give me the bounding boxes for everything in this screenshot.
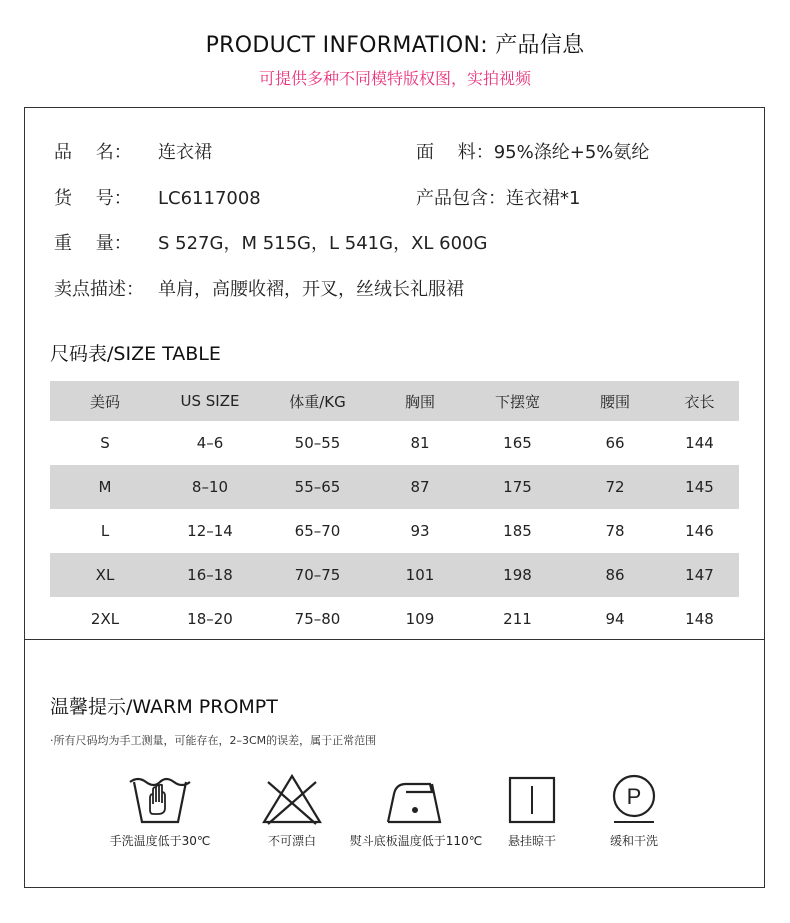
table-cell: 75–80: [294, 610, 341, 628]
selling-label: 卖点描述：: [54, 279, 144, 300]
table-cell: 145: [660, 465, 739, 509]
table-cell: 66: [605, 434, 625, 452]
info-row-weight: [54, 229, 487, 255]
table-cell: 211: [503, 610, 532, 628]
table-header-cell: 体重/KG: [260, 381, 375, 421]
no-bleach-icon: [260, 772, 324, 828]
line-dry-icon: [500, 772, 564, 828]
table-cell: 4–6: [196, 434, 224, 452]
table-cell: 198: [465, 553, 570, 597]
contents-value: 连衣裙*1: [506, 188, 581, 209]
table-cell: 65–70: [294, 522, 341, 540]
table-cell: 144: [685, 434, 714, 452]
table-cell: 12–14: [187, 522, 233, 540]
info-row-selling: [54, 275, 464, 301]
table-cell: 146: [685, 522, 714, 540]
weight-value: S 527G，M 515G，L 541G，XL 600G: [158, 233, 488, 254]
table-cell: 16–18: [160, 553, 260, 597]
size-table-title: 尺码表/SIZE TABLE: [50, 343, 221, 365]
size-table: [50, 381, 739, 641]
table-cell: 2XL: [90, 610, 120, 628]
name-value: 连衣裙: [158, 142, 212, 163]
care-label: 不可漂白: [267, 834, 316, 848]
table-cell: 81: [410, 434, 430, 452]
table-cell: 55–65: [260, 465, 375, 509]
table-cell: 147: [660, 553, 739, 597]
info-row-contents: [416, 184, 580, 210]
name-label: 品 名：: [54, 142, 132, 163]
table-row: [50, 421, 739, 465]
care-label: 熨斗底板温度低于110℃: [349, 834, 483, 848]
table-cell: L: [100, 522, 110, 540]
item-label: 货 号：: [54, 188, 132, 209]
measurement-note: ·所有尺码均为手工测量，可能存在，2–3CM的误差，属于正常范围: [50, 734, 377, 747]
table-cell: 101: [375, 553, 465, 597]
fabric-value: 95%涤纶+5%氨纶: [493, 142, 650, 163]
care-item-hand-wash: [90, 772, 230, 849]
table-cell: 18–20: [187, 610, 233, 628]
care-label: 手洗温度低于30℃: [109, 834, 211, 848]
info-row-item: [54, 184, 261, 210]
table-cell: 8–10: [160, 465, 260, 509]
table-cell: 94: [605, 610, 625, 628]
table-row: [50, 465, 739, 509]
table-header-cell: 腰围: [570, 381, 660, 421]
table-cell: 87: [375, 465, 465, 509]
warm-prompt-title: 温馨提示/WARM PROMPT: [50, 696, 278, 718]
contents-label: 产品包含：: [416, 188, 506, 209]
table-cell: 165: [503, 434, 532, 452]
table-cell: S: [100, 434, 110, 452]
info-row-name: [54, 138, 212, 164]
table-cell: 185: [503, 522, 532, 540]
table-cell: 70–75: [260, 553, 375, 597]
table-cell: 93: [410, 522, 430, 540]
table-cell: 148: [685, 610, 714, 628]
table-cell: 175: [465, 465, 570, 509]
hand-wash-icon: [128, 772, 192, 828]
page-title: PRODUCT INFORMATION: 产品信息: [205, 33, 585, 58]
table-cell: 78: [605, 522, 625, 540]
dry-clean-icon: [602, 772, 666, 828]
table-cell: 72: [570, 465, 660, 509]
care-label: 缓和干洗: [609, 834, 658, 848]
table-cell: 86: [570, 553, 660, 597]
care-item-dry-clean: [564, 772, 704, 849]
table-header-cell: 衣长: [660, 381, 739, 421]
weight-label: 重 量：: [54, 233, 132, 254]
fabric-label: 面 料：: [416, 142, 494, 163]
table-cell: XL: [50, 553, 160, 597]
care-item-no-bleach: [222, 772, 362, 849]
iron-icon: [384, 772, 448, 828]
page-subtitle: 可提供多种不同模特版权图，实拍视频: [258, 69, 531, 88]
table-header-cell: 下摆宽: [465, 381, 570, 421]
table-row: [50, 597, 739, 641]
table-row: [50, 553, 739, 597]
table-header-cell: 胸围: [375, 381, 465, 421]
table-cell: 109: [405, 610, 435, 628]
selling-value: 单肩，高腰收褶，开叉，丝绒长礼服裙: [158, 279, 464, 300]
table-cell: M: [50, 465, 160, 509]
table-cell: 50–55: [294, 434, 341, 452]
table-header-row: [50, 381, 739, 421]
table-header-cell: US SIZE: [160, 381, 260, 421]
table-row: [50, 509, 739, 553]
care-label: 悬挂晾干: [507, 834, 556, 848]
info-row-fabric: [416, 138, 649, 164]
table-header-cell: 美码: [50, 381, 160, 421]
item-value: LC6117008: [158, 188, 261, 209]
svg-text:P: P: [626, 784, 642, 809]
